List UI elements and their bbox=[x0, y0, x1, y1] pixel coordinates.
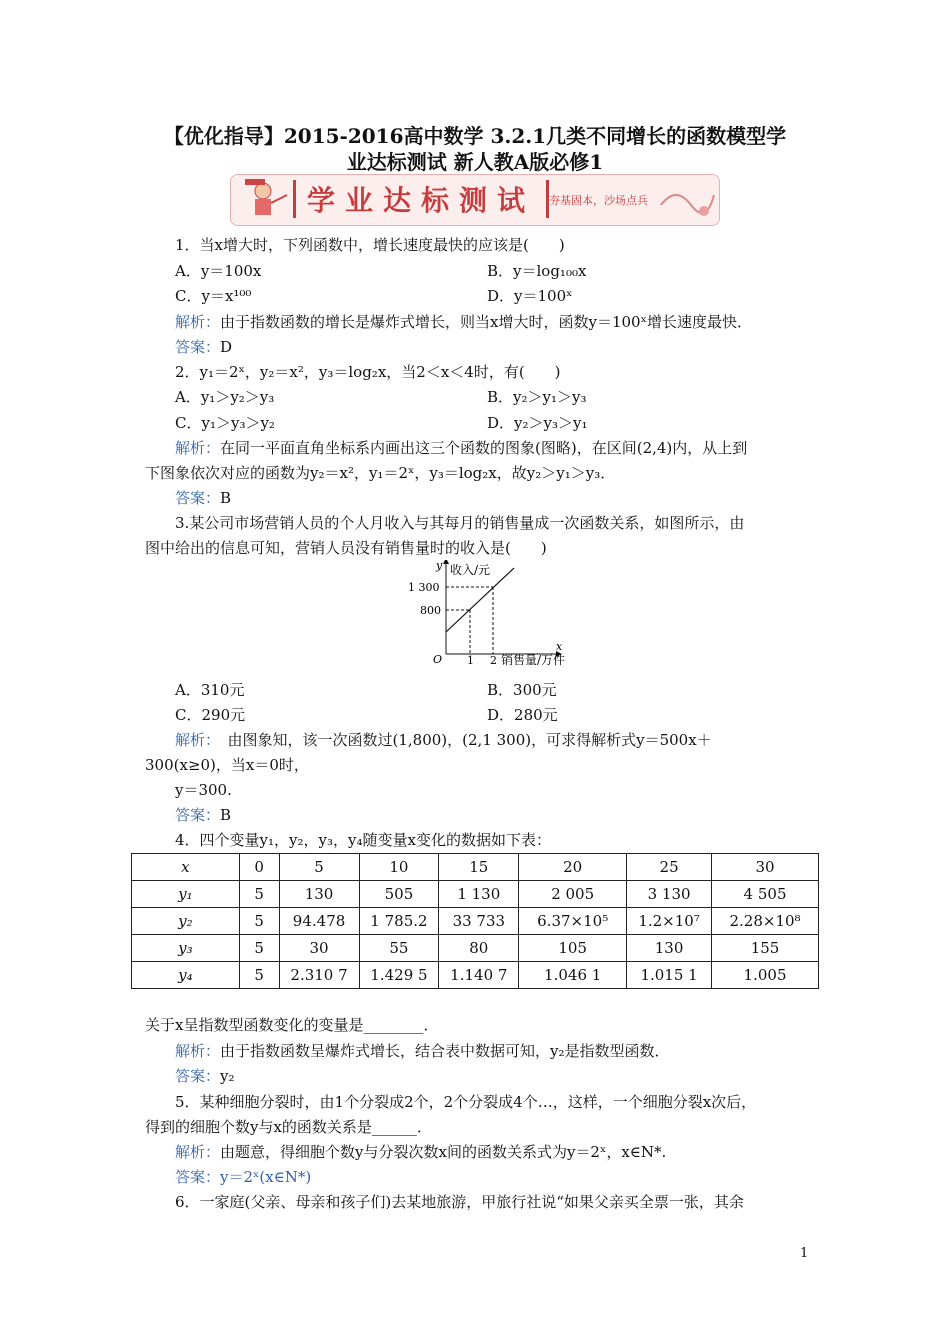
table-cell: 505 bbox=[359, 881, 439, 908]
document-title: 【优化指导】2015-2016高中数学 3.2.1几类不同增长的函数模型学 业达标测试 新人教A版必修1 bbox=[163, 124, 787, 174]
q5-stem-line2: 得到的细胞个数y与x的函数关系是______． bbox=[145, 1118, 432, 1136]
table-cell: 55 bbox=[359, 935, 439, 962]
table-row bbox=[132, 881, 819, 908]
table-cell: 2.310 7 bbox=[279, 962, 359, 989]
banner-title: 学业达标测试 bbox=[307, 184, 536, 217]
graph-y-tick-1300: 1 300 bbox=[408, 581, 440, 594]
q1-option-d: D．y＝100ˣ bbox=[487, 287, 573, 305]
table-row bbox=[132, 854, 819, 881]
table-row bbox=[132, 935, 819, 962]
graph-y-arrow-icon bbox=[443, 560, 449, 564]
table-cell: 1.015 1 bbox=[627, 962, 712, 989]
table-cell: 10 bbox=[359, 854, 439, 881]
table-cell: 1.046 1 bbox=[519, 962, 627, 989]
table-cell: 5 bbox=[239, 908, 279, 935]
q3-option-a: A．310元 bbox=[175, 681, 245, 699]
q3-option-b: B．300元 bbox=[487, 681, 557, 699]
graph-line bbox=[446, 568, 514, 632]
q3-analysis-line3: y＝300. bbox=[175, 781, 232, 799]
q5-analysis: 解析：由题意，得细胞个数y与分裂次数x间的函数关系式为y＝2ˣ，x∈N*. bbox=[175, 1143, 667, 1161]
q3-stem-line1: 3.某公司市场营销人员的个人月收入与其每月的销售量成一次函数关系，如图所示，由 bbox=[175, 514, 745, 532]
q1-analysis: 解析：由于指数函数的增长是爆炸式增长，则当x增大时，函数y＝100ˣ增长速度最快． bbox=[175, 313, 752, 331]
q2-answer: 答案：B bbox=[175, 489, 232, 507]
table-cell: 80 bbox=[439, 935, 519, 962]
cartoon-figure-icon bbox=[237, 175, 293, 223]
q1-stem: 1．当x增大时，下列函数中，增长速度最快的应该是( ) bbox=[175, 236, 565, 254]
table-cell: 105 bbox=[519, 935, 627, 962]
q3-income-graph bbox=[406, 560, 581, 668]
table-cell: 0 bbox=[239, 854, 279, 881]
q3-analysis-line2: 300(x≥0)，当x＝0时， bbox=[145, 756, 309, 774]
table-row bbox=[132, 962, 819, 989]
q3-option-c: C．290元 bbox=[175, 706, 246, 724]
q1-option-c: C．y＝x¹⁰⁰ bbox=[175, 287, 252, 305]
table-cell: 1 785.2 bbox=[359, 908, 439, 935]
table-cell: y₂ bbox=[132, 908, 240, 935]
table-cell: 4 505 bbox=[712, 881, 819, 908]
q5-stem-line1: 5．某种细胞分裂时，由1个分裂成2个，2个分裂成4个…，这样，一个细胞分裂x次后， bbox=[175, 1093, 757, 1111]
q2-option-d: D．y₂＞y₃＞y₁ bbox=[487, 414, 588, 432]
table-cell: y₁ bbox=[132, 881, 240, 908]
table-cell: 1 130 bbox=[439, 881, 519, 908]
q4-stem: 4．四个变量y₁，y₂，y₃，y₄随变量x变化的数据如下表： bbox=[175, 831, 551, 849]
q2-analysis-line1: 解析：在同一平面直角坐标系内画出这三个函数的图象(图略)，在区间(2,4)内，从上到 bbox=[175, 439, 748, 457]
page-number: 1 bbox=[800, 1246, 809, 1261]
q4-analysis: 解析：由于指数函数呈爆炸式增长，结合表中数据可知，y₂是指数型函数． bbox=[175, 1042, 670, 1060]
banner-slogan: 夯基固本，沙场点兵 bbox=[549, 194, 648, 207]
q3-analysis-line1: 解析： 由图象知，该一次函数过(1,800)，(2,1 300)，可求得解析式y＝500x＋ bbox=[175, 731, 712, 749]
graph-y-axis-letter: y bbox=[436, 560, 443, 572]
graph-x-axis-letter: x bbox=[556, 640, 563, 653]
table-cell: x bbox=[132, 854, 240, 881]
graph-origin: O bbox=[433, 653, 443, 666]
table-cell: 25 bbox=[627, 854, 712, 881]
table-cell: 130 bbox=[279, 881, 359, 908]
table-cell: 5 bbox=[239, 962, 279, 989]
q4-question: 关于x呈指数型函数变化的变量是________． bbox=[145, 1016, 439, 1034]
table-cell: 5 bbox=[239, 881, 279, 908]
table-cell: 155 bbox=[712, 935, 819, 962]
table-cell: y₃ bbox=[132, 935, 240, 962]
q4-answer: 答案：y₂ bbox=[175, 1067, 235, 1085]
section-banner bbox=[230, 174, 720, 226]
q2-option-a: A．y₁＞y₂＞y₃ bbox=[175, 388, 275, 406]
table-cell: 3 130 bbox=[627, 881, 712, 908]
table-cell: 130 bbox=[627, 935, 712, 962]
q1-option-a: A．y＝100x bbox=[175, 262, 262, 280]
graph-x-label: 销售量/万件 bbox=[501, 653, 566, 667]
table-cell: y₄ bbox=[132, 962, 240, 989]
q3-answer: 答案：B bbox=[175, 806, 232, 824]
table-cell: 5 bbox=[279, 854, 359, 881]
graph-x-tick-1: 1 bbox=[467, 654, 474, 667]
q4-data-table bbox=[131, 853, 819, 989]
q1-option-b: B．y＝log₁₀₀x bbox=[487, 262, 587, 280]
q2-analysis-line2: 下图象依次对应的函数为y₂＝x²，y₁＝2ˣ，y₃＝log₂x，故y₂＞y₁＞y₃． bbox=[145, 464, 616, 482]
graph-x-tick-2: 2 bbox=[490, 654, 497, 667]
table-cell: 20 bbox=[519, 854, 627, 881]
graph-y-label: 收入/元 bbox=[450, 563, 491, 577]
graph-y-tick-800: 800 bbox=[420, 604, 441, 617]
table-cell: 2 005 bbox=[519, 881, 627, 908]
q3-option-d: D．280元 bbox=[487, 706, 558, 724]
table-cell: 15 bbox=[439, 854, 519, 881]
table-cell: 30 bbox=[712, 854, 819, 881]
table-cell: 1.2×10⁷ bbox=[627, 908, 712, 935]
table-cell: 2.28×10⁸ bbox=[712, 908, 819, 935]
table-cell: 33 733 bbox=[439, 908, 519, 935]
decorative-flourish-icon bbox=[656, 175, 716, 223]
table-row bbox=[132, 908, 819, 935]
table-cell: 1.005 bbox=[712, 962, 819, 989]
q2-stem: 2．y₁＝2ˣ，y₂＝x²，y₃＝log₂x，当2＜x＜4时，有( ) bbox=[175, 363, 561, 381]
table-cell: 1.140 7 bbox=[439, 962, 519, 989]
table-cell: 6.37×10⁵ bbox=[519, 908, 627, 935]
table-cell: 1.429 5 bbox=[359, 962, 439, 989]
q3-stem-line2: 图中给出的信息可知，营销人员没有销售量时的收入是( ) bbox=[145, 539, 547, 557]
table-cell: 94.478 bbox=[279, 908, 359, 935]
q2-option-b: B．y₂＞y₁＞y₃ bbox=[487, 388, 587, 406]
q6-stem-line1: 6．一家庭(父亲、母亲和孩子们)去某地旅游，甲旅行社说“如果父亲买全票一张，其余 bbox=[175, 1193, 744, 1211]
table-cell: 5 bbox=[239, 935, 279, 962]
q2-option-c: C．y₁＞y₃＞y₂ bbox=[175, 414, 275, 432]
q1-answer: 答案：D bbox=[175, 338, 233, 356]
table-cell: 30 bbox=[279, 935, 359, 962]
q5-answer: 答案：y＝2ˣ(x∈N*) bbox=[175, 1168, 312, 1186]
